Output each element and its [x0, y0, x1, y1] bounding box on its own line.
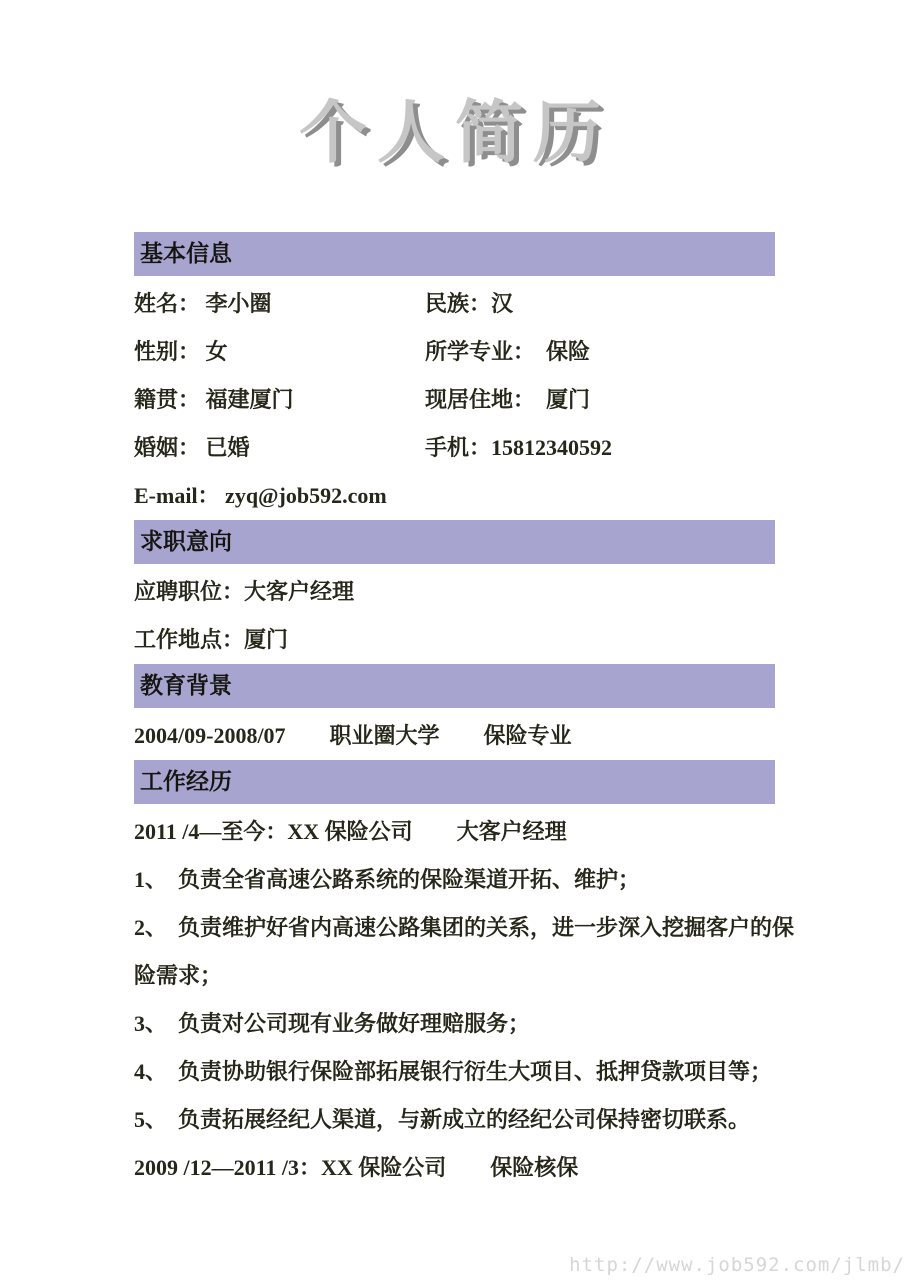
- field-mobile: 手机：15812340592: [425, 435, 613, 460]
- field-target-position: 应聘职位：大客户经理: [134, 579, 355, 604]
- field-name: 姓名： 李小圈: [134, 291, 272, 316]
- basic-info-row: [134, 376, 775, 424]
- section-header-work-experience: 工作经历: [134, 760, 775, 804]
- work-duty-item-5: 5、 负责拓展经纪人渠道，与新成立的经纪公司保持密切联系。: [134, 1107, 751, 1132]
- basic-info-row: [134, 328, 775, 376]
- section-header-education: 教育背景: [134, 664, 775, 708]
- section-header-job-intention: 求职意向: [134, 520, 775, 564]
- field-marital-status: 婚姻： 已婚: [134, 435, 250, 460]
- work-duty-item-4: 4、 负责协助银行保险部拓展银行衍生大项目、抵押贷款项目等；: [134, 1059, 773, 1084]
- field-native-place: 籍贯： 福建厦门: [134, 387, 294, 412]
- resume-title: 个人简历: [298, 95, 611, 171]
- section-header-basic-info: 基本信息: [134, 232, 775, 276]
- work-entry-title: 2011 /4—至今：XX 保险公司 大客户经理: [134, 819, 567, 844]
- field-major: 所学专业： 保险: [425, 339, 591, 364]
- site-watermark: http://www.job592.com/jlmb/: [569, 1254, 905, 1276]
- work-entry-title-previous: 2009 /12—2011 /3：XX 保险公司 保险核保: [134, 1155, 579, 1180]
- field-ethnicity: 民族：汉: [425, 291, 514, 316]
- work-duty-item-1: 1、 负责全省高速公路系统的保险渠道开拓、维护；: [134, 867, 641, 892]
- work-duty-item-2: 2、 负责维护好省内高速公路集团的关系，进一步深入挖掘客户的保: [134, 915, 795, 940]
- field-email: E-mail： zyq@job592.com: [134, 483, 387, 508]
- education-entry: 2004/09-2008/07 职业圈大学 保险专业: [134, 723, 572, 748]
- field-residence: 现居住地： 厦门: [425, 387, 591, 412]
- resume-body: [134, 232, 795, 1192]
- work-duty-item-2-wrap: 险需求；: [134, 963, 223, 988]
- basic-info-row: [134, 280, 775, 328]
- field-gender: 性别： 女: [134, 339, 228, 364]
- work-duty-item-3: 3、 负责对公司现有业务做好理赔服务；: [134, 1011, 531, 1036]
- basic-info-row: [134, 424, 775, 472]
- field-work-location: 工作地点：厦门: [134, 627, 289, 652]
